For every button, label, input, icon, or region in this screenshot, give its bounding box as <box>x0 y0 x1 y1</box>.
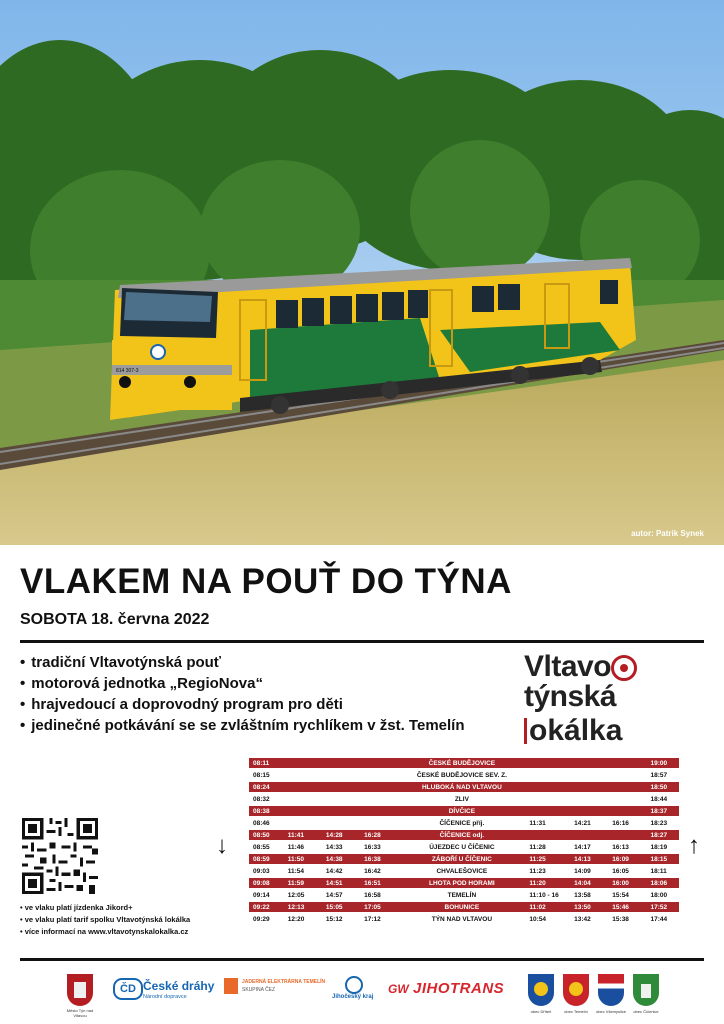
departure-time: 18:15 <box>647 854 680 864</box>
departure-time: 08:46 <box>249 818 284 828</box>
departure-time <box>525 794 570 804</box>
departure-time: 11:41 <box>284 830 322 840</box>
departure-time: 08:38 <box>249 806 284 816</box>
departure-time: 08:32 <box>249 794 284 804</box>
departure-time <box>284 782 322 792</box>
cd-sub: Národní dopravce <box>143 994 187 1000</box>
station-name: TEMELÍN <box>398 890 525 900</box>
logo-text-part: Vltavo <box>524 650 612 683</box>
divider <box>20 640 704 643</box>
timetable-row <box>249 902 679 912</box>
departure-time <box>570 782 608 792</box>
departure-time <box>284 758 322 768</box>
departure-time <box>322 770 360 780</box>
departure-time: 15:38 <box>608 914 646 924</box>
timetable-row <box>249 806 679 816</box>
departure-time <box>525 782 570 792</box>
departure-time: 08:24 <box>249 782 284 792</box>
departure-time <box>570 794 608 804</box>
departure-time: 18:23 <box>647 818 680 828</box>
station-name: ZLIV <box>398 794 525 804</box>
departure-time: 15:54 <box>608 890 646 900</box>
departure-time <box>525 806 570 816</box>
departure-time: 11:59 <box>284 878 322 888</box>
departure-time <box>284 794 322 804</box>
timetable-row <box>249 758 679 768</box>
departure-time: 11:20 <box>525 878 570 888</box>
departure-time <box>322 782 360 792</box>
departure-time: 13:50 <box>570 902 608 912</box>
timetable <box>249 756 679 926</box>
departure-time: 16:09 <box>608 854 646 864</box>
departure-time <box>608 758 646 768</box>
station-name: DÍVČICE <box>398 806 525 816</box>
note-item: • ve vlaku platí jízdenka Jikord+ <box>20 903 133 912</box>
departure-time: 17:44 <box>647 914 680 924</box>
vltavotynska-lokalka-logo <box>524 652 709 746</box>
tyn-crest-icon <box>67 974 93 1006</box>
departure-time: 08:59 <box>249 854 284 864</box>
station-name: ČÍČENICE odj. <box>398 830 525 840</box>
departure-time <box>284 770 322 780</box>
timetable-row <box>249 818 679 828</box>
timetable-row <box>249 770 679 780</box>
station-name: HLUBOKÁ NAD VLTAVOU <box>398 782 525 792</box>
departure-time: 08:55 <box>249 842 284 852</box>
station-name: CHVALEŠOVICE <box>398 866 525 876</box>
departure-time: 11:50 <box>284 854 322 864</box>
ete-sub: SKUPINA ČEZ <box>242 987 276 993</box>
departure-time: 16:51 <box>360 878 398 888</box>
jihotrans-name: JIHOTRANS <box>413 980 505 997</box>
timetable-row <box>249 830 679 840</box>
station-name: ČÍČENICE příj. <box>398 818 525 828</box>
event-date: SOBOTA 18. června 2022 <box>20 611 210 628</box>
departure-time <box>525 770 570 780</box>
departure-time <box>284 818 322 828</box>
departure-time <box>322 818 360 828</box>
departure-time: 14:38 <box>322 854 360 864</box>
kraj-name: Jihočeský kraj <box>332 994 374 1000</box>
crest-caption: obec Všemyslice <box>595 1009 626 1014</box>
departure-time: 08:50 <box>249 830 284 840</box>
departure-time: 15:05 <box>322 902 360 912</box>
departure-time: 14:51 <box>322 878 360 888</box>
list-item: • tradiční Vltavotýnská pouť <box>20 652 465 673</box>
station-name: LHOTA POD HORAMI <box>398 878 525 888</box>
departure-time: 16:13 <box>608 842 646 852</box>
feature-list <box>20 652 465 736</box>
crest-caption: obec Dříteň <box>530 1009 552 1014</box>
departure-time <box>360 794 398 804</box>
departure-time: 17:05 <box>360 902 398 912</box>
list-item: • hrajvedoucí a doprovodný program pro děti <box>20 694 465 715</box>
jihotrans-mark: GW <box>388 982 409 996</box>
tyn-caption: Město Týn nad Vltavou <box>66 1008 94 1018</box>
departure-time <box>360 758 398 768</box>
photo-credit: autor: Patrik Synek <box>631 529 704 538</box>
departure-time: 09:08 <box>249 878 284 888</box>
departure-time <box>360 806 398 816</box>
departure-time: 14:42 <box>322 866 360 876</box>
logo-bar-icon <box>524 718 527 744</box>
timetable-row <box>249 854 679 864</box>
note-item: • více informací na www.vltavotynskalokalka.cz <box>20 927 189 936</box>
departure-time <box>525 830 570 840</box>
departure-time: 18:06 <box>647 878 680 888</box>
departure-time: 16:00 <box>608 878 646 888</box>
cicenice-crest-icon <box>633 974 659 1006</box>
departure-time: 17:12 <box>360 914 398 924</box>
departure-time: 16:38 <box>360 854 398 864</box>
departure-time: 12:13 <box>284 902 322 912</box>
dritene-crest-icon <box>528 974 554 1006</box>
timetable-row <box>249 782 679 792</box>
departure-time <box>570 806 608 816</box>
departure-time: 14:09 <box>570 866 608 876</box>
departure-time: 11:23 <box>525 866 570 876</box>
departure-time: 18:50 <box>647 782 680 792</box>
timetable-row <box>249 914 679 924</box>
crest-caption: obec Číčenice <box>633 1009 659 1014</box>
footer-divider <box>20 958 704 961</box>
departure-time: 13:58 <box>570 890 608 900</box>
down-arrow-icon: ↓ <box>216 832 228 859</box>
station-name: BOHUNICE <box>398 902 525 912</box>
station-name: ÚJEZDEC U ČÍČENIC <box>398 842 525 852</box>
logo-text-part: týnská <box>524 680 617 713</box>
departure-time: 18:27 <box>647 830 680 840</box>
departure-time: 09:14 <box>249 890 284 900</box>
departure-time <box>608 770 646 780</box>
departure-time <box>608 806 646 816</box>
departure-time: 11:02 <box>525 902 570 912</box>
ete-mark-icon <box>224 978 238 994</box>
departure-time: 15:46 <box>608 902 646 912</box>
departure-time: 10:54 <box>525 914 570 924</box>
departure-time: 09:22 <box>249 902 284 912</box>
departure-time <box>525 758 570 768</box>
timetable-row <box>249 890 679 900</box>
departure-time: 14:28 <box>322 830 360 840</box>
timetable-row <box>249 842 679 852</box>
departure-time <box>322 794 360 804</box>
departure-time: 11:25 <box>525 854 570 864</box>
departure-time: 16:16 <box>608 818 646 828</box>
timetable-row <box>249 878 679 888</box>
page-title: VLAKEM NA POUŤ DO TÝNA <box>20 562 512 601</box>
departure-time: 14:13 <box>570 854 608 864</box>
departure-time <box>360 770 398 780</box>
qr-code-icon <box>22 818 98 894</box>
departure-time: 16:33 <box>360 842 398 852</box>
departure-time: 14:21 <box>570 818 608 828</box>
departure-time: 18:44 <box>647 794 680 804</box>
ete-name: JADERNÁ ELEKTRÁRNA TEMELÍN <box>242 979 326 985</box>
temelin-crest-icon <box>563 974 589 1006</box>
wheel-icon <box>611 655 637 681</box>
departure-time <box>608 794 646 804</box>
departure-time: 19:00 <box>647 758 680 768</box>
list-item: • jedinečné potkávání se se zvláštním rychlíkem v žst. Temelín <box>20 715 465 736</box>
departure-time: 16:28 <box>360 830 398 840</box>
departure-time: 11:31 <box>525 818 570 828</box>
departure-time: 15:12 <box>322 914 360 924</box>
departure-time <box>570 758 608 768</box>
departure-time: 08:11 <box>249 758 284 768</box>
station-name: ZÁBOŘÍ U ČÍČENIC <box>398 854 525 864</box>
timetable-row <box>249 866 679 876</box>
departure-time: 18:19 <box>647 842 680 852</box>
departure-time: 13:42 <box>570 914 608 924</box>
kraj-mark-icon <box>345 976 363 994</box>
departure-time <box>608 782 646 792</box>
up-arrow-icon: ↑ <box>688 832 700 859</box>
departure-time: 17:52 <box>647 902 680 912</box>
departure-time <box>322 758 360 768</box>
departure-time: 11:46 <box>284 842 322 852</box>
departure-time: 16:58 <box>360 890 398 900</box>
departure-time: 11:28 <box>525 842 570 852</box>
departure-time: 11:10 - 16 <box>525 890 570 900</box>
departure-time <box>360 818 398 828</box>
cd-name: České dráhy <box>143 979 215 993</box>
departure-time: 12:05 <box>284 890 322 900</box>
departure-time: 09:03 <box>249 866 284 876</box>
timetable-row <box>249 794 679 804</box>
departure-time: 16:05 <box>608 866 646 876</box>
station-name: TÝN NAD VLTAVOU <box>398 914 525 924</box>
sponsor-bar <box>0 968 724 1020</box>
station-name: ČESKÉ BUDĚJOVICE SEV. Z. <box>398 770 525 780</box>
logo-text-part: okálka <box>529 714 623 747</box>
departure-time: 18:00 <box>647 890 680 900</box>
departure-time <box>284 806 322 816</box>
departure-time <box>360 782 398 792</box>
list-item: • motorová jednotka „RegioNova“ <box>20 673 465 694</box>
departure-time: 14:57 <box>322 890 360 900</box>
cd-mark-icon: ČD <box>113 978 143 1000</box>
departure-time <box>570 770 608 780</box>
departure-time: 14:17 <box>570 842 608 852</box>
departure-time: 18:11 <box>647 866 680 876</box>
departure-time: 08:15 <box>249 770 284 780</box>
crest-caption: obec Temelín <box>564 1009 588 1014</box>
departure-time: 18:37 <box>647 806 680 816</box>
departure-time: 16:42 <box>360 866 398 876</box>
note-item: • ve vlaku platí tarif spolku Vltavotýnská lokálka <box>20 915 191 924</box>
departure-time <box>608 830 646 840</box>
departure-time <box>570 830 608 840</box>
departure-time: 11:54 <box>284 866 322 876</box>
departure-time: 09:29 <box>249 914 284 924</box>
station-name: ČESKÉ BUDĚJOVICE <box>398 758 525 768</box>
departure-time: 18:57 <box>647 770 680 780</box>
departure-time: 14:33 <box>322 842 360 852</box>
departure-time: 14:04 <box>570 878 608 888</box>
departure-time <box>322 806 360 816</box>
vsemyslice-crest-icon <box>598 974 624 1006</box>
notes <box>20 902 190 938</box>
train-number: 814 307-3 <box>116 368 139 374</box>
departure-time: 12:20 <box>284 914 322 924</box>
